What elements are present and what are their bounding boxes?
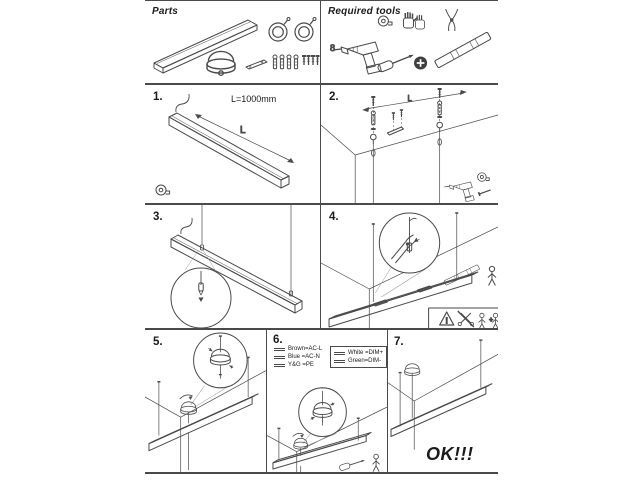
drill-icon	[444, 182, 474, 202]
detail-circle	[194, 333, 248, 388]
spirit-level-icon	[434, 32, 491, 68]
step2-number: 2.	[329, 91, 339, 103]
step1-number: 1.	[153, 91, 163, 103]
parts-panel	[145, 1, 321, 85]
step4-number: 4.	[329, 211, 339, 223]
tools-panel	[321, 1, 498, 85]
person-icon	[488, 266, 496, 285]
suspension-cable-icon	[295, 18, 316, 42]
step5-number: 5.	[153, 336, 163, 348]
gloves-icon	[403, 12, 424, 29]
legend-label-blue: Blue =AC-N	[288, 354, 320, 360]
step7-panel	[388, 330, 498, 472]
sheet	[145, 0, 498, 474]
screw-icon	[479, 188, 492, 196]
suspension-wire-left	[277, 428, 280, 458]
wire-legend-dim	[330, 346, 387, 368]
tape-measure-icon	[156, 185, 170, 195]
suspension-cable-icon	[269, 18, 290, 42]
suspension-wire-left	[157, 382, 160, 436]
step6-panel	[267, 330, 388, 472]
phillips-bit-icon	[414, 57, 427, 70]
mounting-bracket-icon	[246, 60, 267, 69]
tape-measure-icon	[378, 16, 392, 26]
ok-label: OK!!!	[426, 444, 474, 464]
light-bar	[149, 394, 258, 451]
step2-illustration	[321, 85, 498, 203]
ceiling-canopy-icon	[207, 51, 235, 75]
suspension-wire-left	[399, 373, 402, 427]
floating-canopy	[293, 433, 308, 455]
step2-dim-label: L	[407, 94, 412, 103]
step1-dim-label: L	[240, 125, 246, 136]
screwdriver-icon	[377, 51, 415, 73]
wire-sample-icon	[334, 352, 345, 355]
warning-mark: !	[445, 316, 449, 326]
step4-panel	[321, 205, 498, 330]
step1-panel	[145, 85, 321, 205]
screws-icon	[302, 56, 320, 65]
wire-sample-icon	[274, 364, 285, 367]
power-cord	[181, 218, 192, 234]
wall-anchors-icon	[273, 55, 298, 69]
legend-label-yg: Y&G =PE	[288, 362, 314, 368]
light-bar	[391, 384, 492, 437]
power-cord	[176, 94, 189, 112]
screwdriver-icon	[339, 457, 366, 471]
suspension-wire-right	[479, 340, 482, 388]
light-bar	[273, 432, 371, 469]
person-icon	[373, 454, 380, 471]
step2-panel	[321, 85, 498, 205]
tools-title: Required tools	[328, 6, 401, 17]
dimension-arrow	[362, 90, 467, 112]
wire-legend-mains	[274, 345, 322, 369]
detail-circle	[171, 268, 231, 328]
step5-panel	[145, 330, 267, 472]
step3-panel	[145, 205, 321, 330]
suspension-wire-right	[455, 213, 458, 278]
suspension-wire-left	[372, 224, 375, 302]
detail-circle	[379, 213, 439, 273]
drill-bit-size-label: 8	[330, 43, 336, 53]
ceiling	[388, 354, 498, 449]
plus-sign: +	[488, 317, 494, 324]
person-icon	[479, 313, 486, 328]
bracket-parts	[387, 110, 403, 135]
canopy-installed	[405, 364, 420, 419]
light-bar	[154, 20, 257, 73]
dimension-arrow	[195, 114, 294, 163]
tape-measure-icon	[478, 173, 490, 182]
step5-illustration	[145, 330, 266, 472]
step7-number: 7.	[394, 336, 404, 348]
legend-label-brown: Brown=AC-L	[288, 346, 323, 352]
step4-illustration	[321, 205, 498, 328]
fastener-stack-right	[437, 89, 443, 203]
wire-sample-icon	[274, 356, 285, 359]
light-bar	[169, 113, 289, 188]
step3-number: 3.	[153, 211, 163, 223]
light-bar	[329, 272, 478, 327]
no-cut-icon	[458, 311, 474, 327]
drill-icon	[333, 42, 381, 74]
step6-number: 6.	[273, 334, 283, 346]
legend-label-white: White =DIM+	[348, 350, 384, 356]
step1-length-note: L=1000mm	[231, 94, 277, 104]
fastener-stack-left	[370, 97, 376, 203]
parts-title: Parts	[152, 6, 179, 17]
wire-sample-icon	[334, 360, 345, 363]
warning-box	[429, 308, 498, 328]
floating-canopy	[180, 395, 197, 423]
ceiling	[321, 115, 498, 203]
legend-label-green: Green=DIM-	[348, 358, 382, 364]
detail-circle	[299, 388, 347, 437]
wire-sample-icon	[274, 348, 285, 351]
step3-illustration	[145, 205, 320, 328]
pliers-icon	[446, 9, 458, 31]
